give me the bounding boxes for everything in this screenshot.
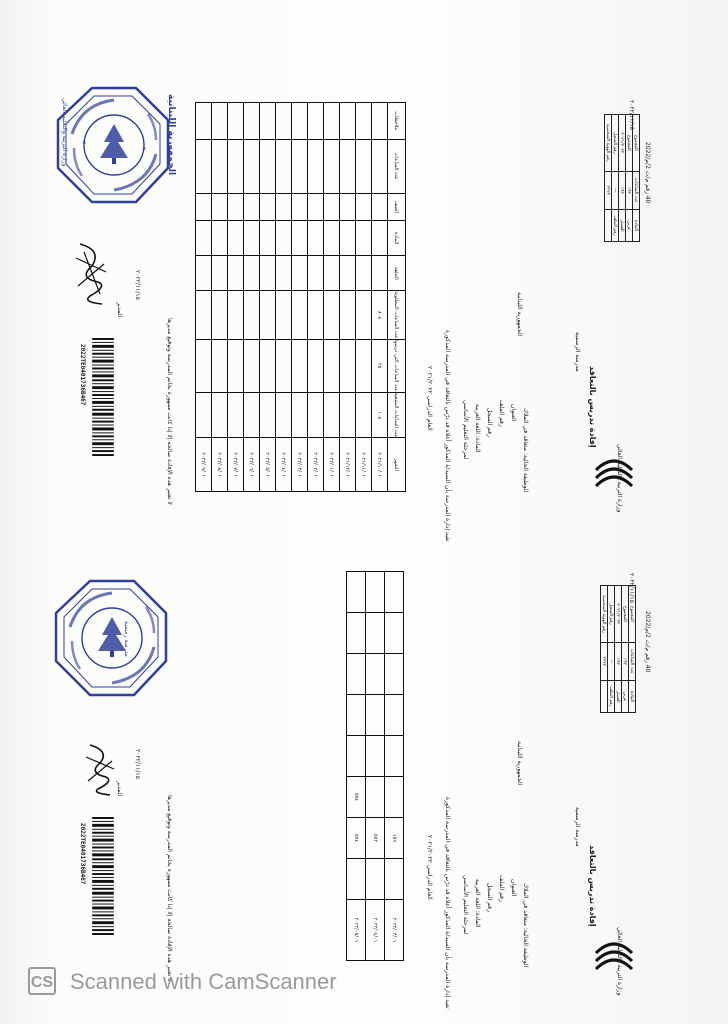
teacher-info-line: العنوان: [510, 879, 517, 897]
table-cell: [372, 139, 388, 193]
table-cell: [356, 339, 372, 392]
table-cell: [292, 392, 308, 438]
ministry-logo-icon: [590, 450, 638, 498]
table-cell: ٢٠٢٢/٠٥/٠١: [347, 900, 366, 961]
table-cell: [324, 392, 340, 438]
table-cell: [276, 256, 292, 291]
table-cell: ٢٠٢٢/٠٥/٠١: [260, 438, 276, 492]
table-cell: ٢٠٢٢/٠٢/٠١: [308, 438, 324, 492]
table-cell: [244, 193, 260, 220]
table-cell: [244, 291, 260, 339]
table-cell: [308, 392, 324, 438]
table-cell: [356, 221, 372, 256]
table-cell: ١٥٩: [385, 818, 404, 859]
summary-row: [622, 586, 629, 713]
grades-table: [346, 571, 404, 961]
table-cell: [347, 572, 366, 613]
table-cell: [308, 339, 324, 392]
table-cell: [324, 139, 340, 193]
summary-cell: ١٩٢: [619, 171, 626, 209]
summary-cell: ١٩٢: [626, 171, 633, 209]
table-cell: ٨٠٨: [372, 291, 388, 339]
document-sheet-bottom: [0, 545, 728, 1015]
table-cell: [292, 339, 308, 392]
table-cell: ٢٠٢٢/٠٣/٠١: [385, 900, 404, 961]
summary-header-cell: المادة: [629, 681, 636, 713]
table-cell: ٢٠٢٢/٠٤/٠١: [366, 900, 385, 961]
table-header: الحلقة: [388, 256, 406, 291]
table-header: عدد الساعات: [388, 139, 406, 193]
barcode-number: 2022TE0401736B467: [79, 823, 86, 885]
reference-number: 40 رقم م/ت 2/م/2022: [644, 611, 651, 673]
table-cell: [292, 139, 308, 193]
table-cell: [228, 139, 244, 193]
table-cell: [324, 339, 340, 392]
table-cell: [276, 291, 292, 339]
summary-cell: ١٩٢: [615, 642, 622, 680]
svg-text:★: ★: [142, 146, 147, 152]
table-cell: [196, 139, 212, 193]
table-cell: [372, 193, 388, 220]
table-cell: [244, 103, 260, 140]
table-cell: [385, 572, 404, 613]
summary-cell: رقم السجل: [608, 586, 615, 643]
teacher-info-line: لمرحلة التعليم الأساسي: [462, 875, 469, 935]
table-cell: [212, 103, 228, 140]
summary-row: [608, 586, 615, 713]
table-cell: [347, 695, 366, 736]
summary-cell: عربي: [626, 210, 633, 242]
summary-cell: رقم الهوية الشخصية: [601, 586, 608, 643]
table-cell: ٥٧٢: [366, 818, 385, 859]
summary-cell: ٢٢٢٢: [605, 171, 612, 209]
table-cell: [366, 695, 385, 736]
table-cell: ٢٠٢٢/٠١/٠١: [324, 438, 340, 492]
summary-cell: المجموع: [622, 586, 629, 643]
table-cell: [260, 392, 276, 438]
table-row: [356, 103, 372, 492]
table-cell: [228, 291, 244, 339]
certify-line: تفيد إدارة المدرسة بأن السيد/ة المذكور أعلاه قد درّس بالتعاقد في المدرسة المذكورة: [444, 330, 451, 542]
summary-header-cell: المجموع: [629, 586, 636, 643]
table-cell: ٢٥: [372, 339, 388, 392]
table-cell: [308, 221, 324, 256]
summary-cell: الفصل: [619, 210, 626, 242]
stamp-inner-text: وزارة التربية والتعليم العالي: [61, 98, 68, 167]
camscanner-logo-icon: CS: [28, 967, 56, 995]
summary-header-cell: المادة: [633, 210, 640, 242]
ministry-header: الجمهورية اللبنانية: [516, 292, 523, 337]
table-header: ملاحظات: [388, 103, 406, 140]
table-cell: [366, 777, 385, 818]
table-cell: [260, 291, 276, 339]
ministry-name: وزارة التربية والتعليم العالي: [616, 444, 623, 513]
table-cell: ٢٠٢٢/٠٨/٠١: [212, 438, 228, 492]
table-row: [276, 103, 292, 492]
table-cell: [292, 103, 308, 140]
table-cell: [356, 256, 372, 291]
official-stamp-icon: [52, 84, 172, 206]
table-cell: [212, 221, 228, 256]
year-label: العام الدراسي ٢٠٢١/٢٠٢٢: [426, 366, 433, 431]
table-cell: [308, 193, 324, 220]
table-cell: [347, 736, 366, 777]
table-cell: [244, 392, 260, 438]
certify-line: تفيد إدارة المدرسة بأن السيد/ة المذكور أعلاه قد درّس بالتعاقد في المدرسة المذكورة: [444, 797, 451, 1009]
table-header: الشهر: [388, 438, 406, 492]
table-cell: [356, 291, 372, 339]
document-title: إفادة تدريس بالتعاقد: [588, 366, 597, 448]
table-cell: [244, 221, 260, 256]
summary-row: [601, 586, 608, 713]
table-cell: [385, 613, 404, 654]
table-cell: [228, 221, 244, 256]
signature-date: ٢٠٢٢/١١/١٥: [134, 270, 141, 300]
table-cell: [372, 256, 388, 291]
table-cell: [244, 139, 260, 193]
summary-cell: [605, 210, 612, 242]
grades-table: [195, 102, 406, 492]
table-cell: [212, 193, 228, 220]
barcode: [92, 817, 114, 937]
table-row: [196, 103, 212, 492]
table-cell: [324, 291, 340, 339]
table-cell: [228, 103, 244, 140]
table-header: عدد الساعات المطلوبة: [388, 291, 406, 339]
table-cell: [324, 256, 340, 291]
table-cell: [212, 339, 228, 392]
table-cell: [356, 103, 372, 140]
table-cell: [196, 339, 212, 392]
table-cell: [244, 339, 260, 392]
table-cell: [324, 193, 340, 220]
table-cell: [260, 256, 276, 291]
reference-number: 40 رقم م/ت 2/م/2022: [644, 142, 651, 204]
table-cell: [196, 291, 212, 339]
table-cell: ٥٧٤: [347, 818, 366, 859]
table-cell: [276, 193, 292, 220]
table-cell: [340, 392, 356, 438]
table-row: [372, 103, 388, 492]
table-cell: [260, 139, 276, 193]
teacher-info-line: رقم السجل: [486, 883, 493, 912]
table-cell: [340, 103, 356, 140]
table-cell: [260, 193, 276, 220]
summary-cell: ٢٠٢١/٢٠٢٢: [615, 586, 622, 643]
table-cell: [340, 221, 356, 256]
table-cell: [340, 339, 356, 392]
stamp-outer-text: الجمهورية اللبنانية: [166, 94, 176, 176]
svg-text:★: ★: [82, 140, 87, 146]
year-label: العام الدراسي ٢٠٢١/٢٠٢٢: [426, 835, 433, 900]
table-cell: [385, 695, 404, 736]
table-cell: [366, 613, 385, 654]
summary-row: [615, 586, 622, 713]
school-line: مدرسة الرسمية: [574, 332, 581, 372]
table-header: المادة: [388, 221, 406, 256]
teacher-info-line: رقم الملف: [498, 875, 505, 902]
table-cell: [276, 221, 292, 256]
table-header: عدد الساعات التي درسها: [388, 339, 406, 392]
table-cell: [292, 256, 308, 291]
table-cell: ٢٠٢١/١١/٠١: [356, 438, 372, 492]
summary-table: [604, 114, 640, 242]
table-cell: [366, 654, 385, 695]
table-cell: ٢٠٢٢/٠٣/٠١: [292, 438, 308, 492]
signature-icon: [72, 238, 112, 308]
table-cell: [276, 103, 292, 140]
table-cell: ٢٠٢١/١٠/٠١: [372, 438, 388, 492]
table-cell: [212, 256, 228, 291]
table-cell: [212, 291, 228, 339]
table-cell: [366, 572, 385, 613]
table-row: [292, 103, 308, 492]
summary-cell: —: [608, 642, 615, 680]
table-cell: [228, 392, 244, 438]
table-row: [212, 103, 228, 492]
table-cell: [292, 291, 308, 339]
ministry-name: وزارة التربية والتعليم العالي: [616, 927, 623, 996]
teacher-info-line: رقم الملف: [498, 400, 505, 427]
summary-cell: رقم الهوية الشخصية: [605, 115, 612, 172]
signature-label: المدير: [116, 302, 123, 318]
summary-cell: عربي: [622, 681, 629, 713]
table-cell: [228, 193, 244, 220]
table-cell: [196, 392, 212, 438]
summary-cell: رقم الملف: [608, 681, 615, 713]
table-cell: [276, 139, 292, 193]
summary-cell: الفصل: [615, 681, 622, 713]
summary-row: [612, 115, 619, 242]
table-row: [260, 103, 276, 492]
summary-header-cell: المجموع: [633, 115, 640, 172]
table-row: [308, 103, 324, 492]
table-cell: [292, 221, 308, 256]
table-cell: [308, 103, 324, 140]
summary-cell: رقم السجل: [612, 115, 619, 172]
table-cell: [308, 139, 324, 193]
table-cell: [276, 392, 292, 438]
table-cell: [196, 193, 212, 220]
table-cell: [260, 339, 276, 392]
table-cell: ٢٠٢٢/٠٧/٠١: [228, 438, 244, 492]
table-cell: ١٠٨: [372, 392, 388, 438]
table-cell: [385, 859, 404, 900]
table-cell: [276, 339, 292, 392]
school-line: مدرسة الرسمية: [574, 807, 581, 847]
table-cell: [228, 339, 244, 392]
table-cell: [212, 392, 228, 438]
table-cell: [366, 859, 385, 900]
stamp-center-text: مدرسة رسمية: [123, 621, 130, 657]
summary-cell: —: [612, 171, 619, 209]
table-cell: [385, 777, 404, 818]
table-header: عدد الساعات المتبقية: [388, 392, 406, 438]
document-title: إفادة تدريس بالتعاقد: [588, 845, 597, 927]
teacher-info-line: الوظيفة الحالية: متعاقد في الملاك: [522, 883, 529, 968]
table-cell: [212, 139, 228, 193]
table-cell: [308, 256, 324, 291]
table-cell: [347, 654, 366, 695]
signature-date: ٢٠٢٢/١١/١٥: [134, 749, 141, 779]
table-cell: [356, 139, 372, 193]
table-cell: [372, 103, 388, 140]
summary-cell: [601, 681, 608, 713]
table-cell: [347, 613, 366, 654]
table-cell: [260, 221, 276, 256]
table-cell: [356, 193, 372, 220]
date-small: ٢٠٢٢/١١/١٥: [628, 100, 635, 130]
teacher-info-line: الوظيفة الحالية: متعاقد في الملاك: [522, 408, 529, 493]
summary-header-row: [633, 115, 640, 242]
summary-cell: ١٩٢: [622, 642, 629, 680]
table-cell: ٢٠٢١/١٢/٠١: [340, 438, 356, 492]
table-cell: ٢٠٢٢/٠٤/٠١: [276, 438, 292, 492]
summary-header-cell: عدد الساعات: [629, 642, 636, 680]
table-cell: [340, 139, 356, 193]
barcode: [92, 338, 114, 458]
footer-note: لا تعتبر هذه الإفادة صالحة إلا إذا كانت ممهورة بخاتم المدرسة وتوقيع مديرها: [166, 318, 173, 505]
date-small: ٢٠٢٢/١١/١٥: [628, 573, 635, 603]
teacher-info-line: المادة: اللغة العربية: [474, 404, 481, 453]
summary-cell: ٢٢٢٢: [601, 642, 608, 680]
summary-table: [600, 585, 636, 713]
table-cell: [385, 736, 404, 777]
ministry-header: الجمهورية اللبنانية: [516, 741, 523, 786]
table-cell: [372, 221, 388, 256]
table-row: [385, 572, 404, 961]
teacher-info-line: العنوان: [510, 404, 517, 422]
table-row: [366, 572, 385, 961]
table-cell: [260, 103, 276, 140]
table-cell: ٢٠٢٢/٠٩/٠١: [196, 438, 212, 492]
teacher-info-line: المادة: اللغة العربية: [474, 879, 481, 928]
teacher-info-line: رقم السجل: [486, 408, 493, 437]
table-row: [324, 103, 340, 492]
table-row: [228, 103, 244, 492]
table-cell: [356, 392, 372, 438]
summary-header-row: [629, 586, 636, 713]
signature-label: المدير: [116, 781, 123, 797]
signature-icon: [84, 741, 118, 797]
table-cell: [308, 291, 324, 339]
table-cell: [196, 103, 212, 140]
camscanner-watermark: [28, 965, 388, 999]
official-stamp-icon: [50, 577, 170, 699]
table-cell: [347, 859, 366, 900]
table-cell: [340, 291, 356, 339]
barcode-number: 2022TE0401736B467: [79, 344, 86, 406]
table-row: [347, 572, 366, 961]
summary-cell: المجموع: [626, 115, 633, 172]
table-cell: [324, 103, 340, 140]
ministry-logo-icon: [590, 933, 638, 981]
table-cell: [366, 736, 385, 777]
summary-cell: ٢٠٢١/٢٠٢٢: [619, 115, 626, 172]
table-cell: [292, 193, 308, 220]
summary-header-cell: عدد الساعات: [633, 171, 640, 209]
table-cell: [324, 221, 340, 256]
table-cell: ٥٧٤: [347, 777, 366, 818]
teacher-info-line: لمرحلة التعليم الأساسي: [462, 400, 469, 460]
table-row: [340, 103, 356, 492]
table-header: الصف: [388, 193, 406, 220]
table-cell: [385, 654, 404, 695]
camscanner-label: Scanned with CamScanner: [70, 969, 337, 994]
table-cell: [228, 256, 244, 291]
table-cell: [196, 256, 212, 291]
summary-row: [619, 115, 626, 242]
summary-row: [626, 115, 633, 242]
table-cell: ٢٠٢٢/٠٦/٠١: [244, 438, 260, 492]
table-cell: [340, 256, 356, 291]
table-cell: [196, 221, 212, 256]
footer-note: لا تعتبر هذه الإفادة صالحة إلا إذا كانت ممهورة بخاتم المدرسة وتوقيع مديرها: [166, 795, 173, 982]
summary-cell: رقم الملف: [612, 210, 619, 242]
document-sheet-top: [0, 70, 728, 540]
table-cell: [340, 193, 356, 220]
table-cell: [244, 256, 260, 291]
summary-row: [605, 115, 612, 242]
table-row: [244, 103, 260, 492]
